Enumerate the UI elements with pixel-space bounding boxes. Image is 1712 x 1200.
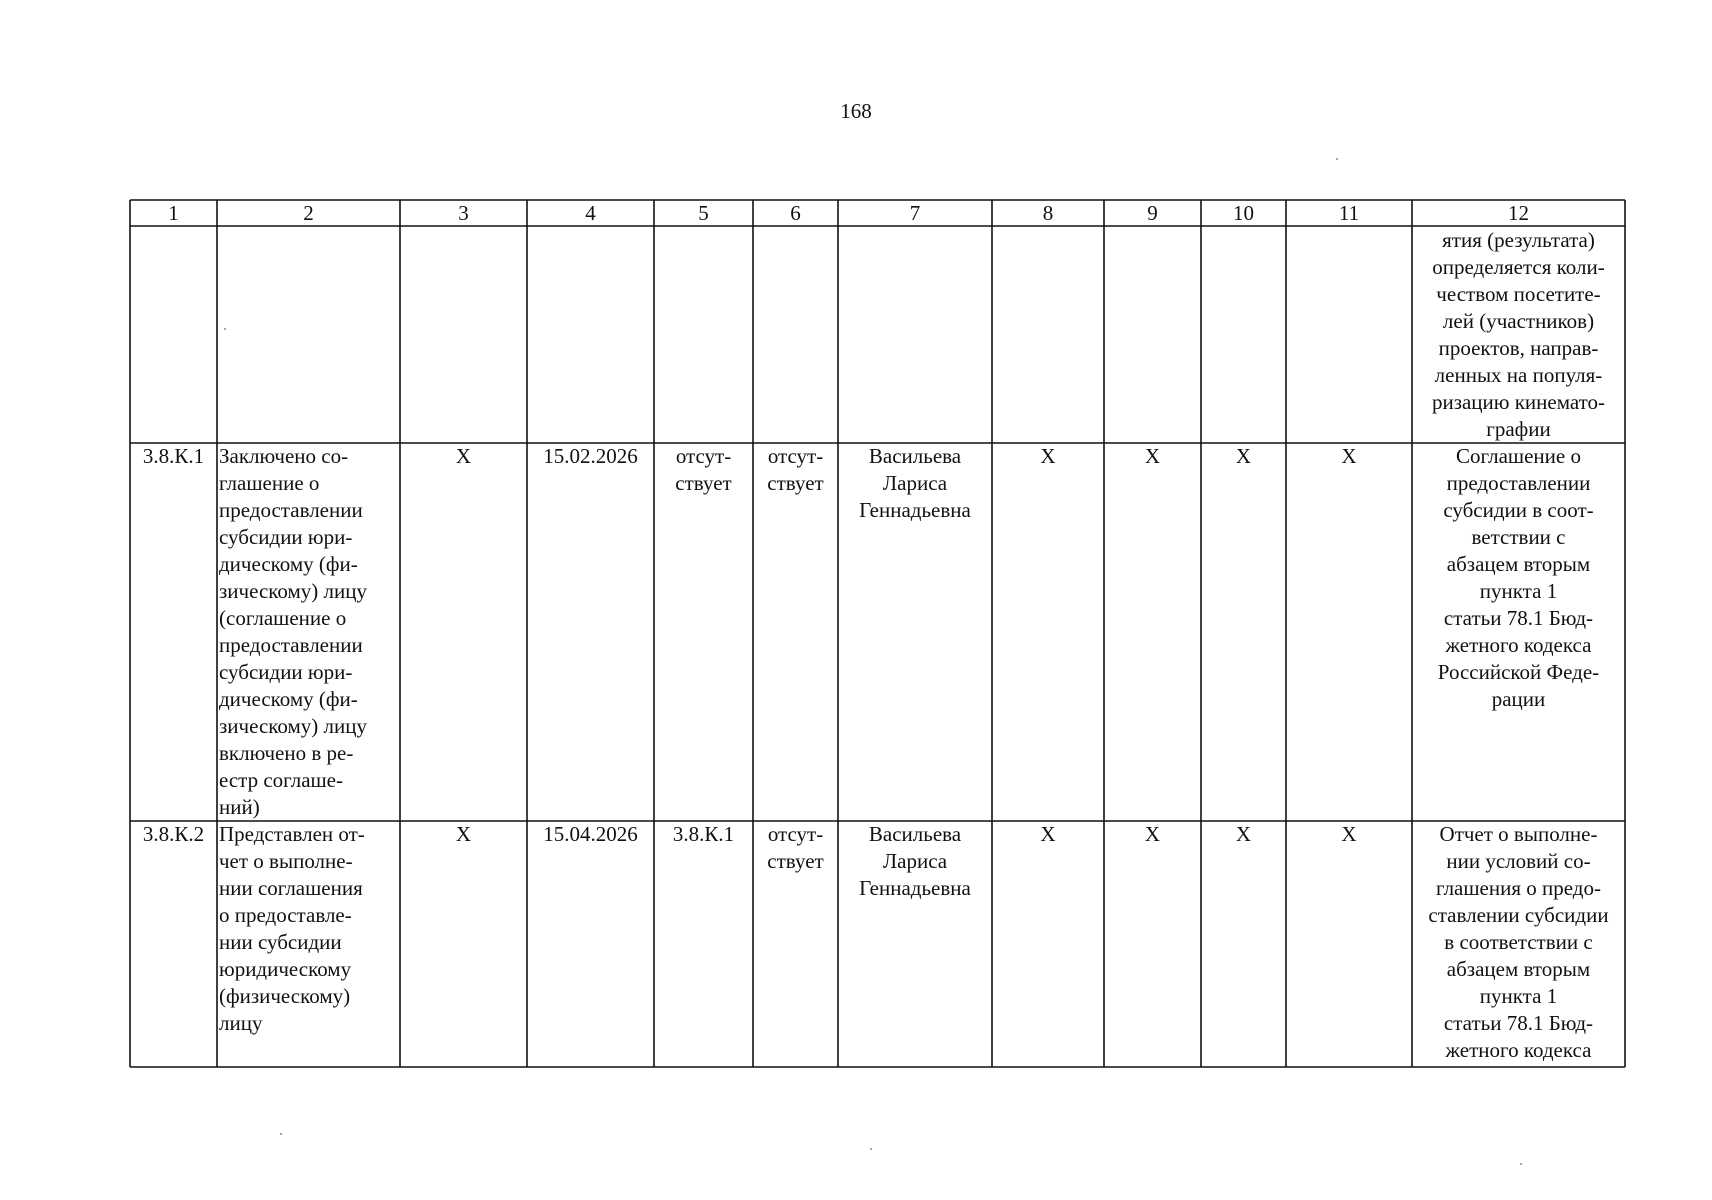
row-1-cell-col2-line: ний)	[219, 795, 260, 819]
row-1-cell-col2-line: предоставлении	[219, 633, 363, 657]
row-2-cell-col2-line: чет о выполне-	[219, 849, 353, 873]
row-1-cell-col2-line: субсидии юри-	[219, 660, 353, 684]
row-2-cell-col5	[656, 821, 751, 1067]
column-header-3: 3	[458, 201, 469, 225]
row-2-cell-col12-line: в соответствии с	[1444, 930, 1593, 954]
row-1-cell-col7	[840, 443, 990, 821]
row-1-cell-col12-line: ветствии с	[1471, 525, 1566, 549]
row-1-cell-col2-line: субсидии юри-	[219, 525, 353, 549]
row-2-cell-col12-line: нии условий со-	[1446, 849, 1591, 873]
scan-speck	[280, 1133, 282, 1135]
scan-speck	[1336, 158, 1338, 160]
row-2-cell-col1: 3.8.К.2	[142, 822, 205, 846]
row-2-cell-col2-line: лицу	[219, 1011, 263, 1035]
row-1-cell-col12-line: пункта 1	[1479, 579, 1558, 603]
row-1-cell-col2-line: зическому) лицу	[219, 579, 367, 603]
row-1-cell-col8: Х	[1040, 444, 1056, 468]
row-2-cell-col2	[219, 821, 398, 1067]
scan-speck	[1520, 1163, 1522, 1165]
row-2-cell-col6-line: ствует	[767, 849, 824, 873]
row-1-cell-col12-line: абзацем вторым	[1446, 552, 1591, 576]
row-1-cell-col12-line: Российской Феде-	[1437, 660, 1600, 684]
row-2-cell-col3: Х	[455, 822, 472, 846]
continuation-cell-col12-line: ленных на популя-	[1434, 363, 1603, 387]
row-1-cell-col1: 3.8.К.1	[142, 444, 205, 468]
row-2-cell-col12-line: глашения о предо-	[1436, 876, 1601, 900]
row-1-cell-col3: Х	[455, 444, 472, 468]
column-header-7: 7	[909, 201, 921, 225]
row-1-cell-col12-line: субсидии в соот-	[1443, 498, 1594, 522]
row-1-cell-col7-line: Лариса	[882, 471, 948, 495]
row-2-cell-col2-line: юридическому	[219, 957, 352, 981]
column-header-4: 4	[585, 201, 596, 225]
row-2-cell-col12-line: Отчет о выполне-	[1439, 822, 1598, 846]
row-2-cell-col10: Х	[1235, 822, 1252, 846]
row-1-cell-col2-line: включено в ре-	[219, 741, 354, 765]
row-1-cell-col11: Х	[1341, 444, 1357, 468]
row-2-cell-col12-line: статьи 78.1 Бюд-	[1443, 1011, 1594, 1035]
row-1-cell-col2-line: естр соглаше-	[219, 768, 344, 792]
row-2-cell-col12	[1414, 821, 1623, 1067]
row-1-cell-col5	[656, 443, 751, 821]
row-1-cell-col2-line: предоставлении	[219, 498, 363, 522]
row-1-cell-col2-line: зическому) лицу	[219, 714, 367, 738]
row-1-cell-col12-line: статьи 78.1 Бюд-	[1443, 606, 1594, 630]
row-1-cell-col5-line: отсут-	[675, 444, 732, 468]
column-header-6: 6	[790, 201, 801, 225]
row-2-cell-col11: Х	[1341, 822, 1357, 846]
row-2-cell-col7	[840, 821, 990, 1067]
continuation-cell-col12-line: определяется коли-	[1432, 255, 1605, 279]
row-2-cell-col8: Х	[1040, 822, 1056, 846]
row-2-cell-col2-line: Представлен от-	[219, 822, 365, 846]
row-1-cell-col12	[1414, 443, 1623, 821]
continuation-cell-col12-line: проектов, направ-	[1438, 336, 1599, 360]
row-1-cell-col4: 15.02.2026	[543, 444, 638, 468]
row-2-cell-col9: Х	[1144, 822, 1161, 846]
row-2-cell-col7-line: Геннадьевна	[859, 876, 971, 900]
continuation-cell-col12-line: ризацию кинемато-	[1431, 390, 1606, 414]
continuation-cell-col12-line: ятия (результата)	[1442, 228, 1595, 252]
row-2-cell-col12-line: абзацем вторым	[1446, 957, 1591, 981]
row-1-cell-col2-line: глашение о	[219, 471, 320, 495]
column-header-2: 2	[303, 201, 314, 225]
row-1-cell-col7-line: Васильева	[868, 444, 962, 468]
continuation-cell-col12-line: графии	[1486, 417, 1551, 441]
row-1-cell-col9: Х	[1144, 444, 1161, 468]
row-2-cell-col12-line: жетного кодекса	[1445, 1038, 1592, 1062]
row-2-cell-col2-line: о предоставле-	[219, 903, 352, 927]
row-2-cell-col2-line: нии соглашения	[219, 876, 363, 900]
row-2-cell-col4: 15.04.2026	[543, 822, 638, 846]
row-1-cell-col6-line: ствует	[767, 471, 824, 495]
row-1-cell-col12-line: Соглашение о	[1456, 444, 1581, 468]
row-2-cell-col7-line: Лариса	[882, 849, 948, 873]
page-number: 168	[840, 99, 872, 123]
column-header-1: 1	[168, 201, 179, 225]
column-header-10: 10	[1233, 201, 1254, 225]
row-1-cell-col6-line: отсут-	[767, 444, 824, 468]
row-1-cell-col2-line: дическому (фи-	[219, 552, 358, 576]
row-2-cell-col6-line: отсут-	[767, 822, 824, 846]
continuation-cell-col12	[1414, 227, 1623, 443]
row-1-cell-col2	[219, 443, 398, 821]
continuation-cell-col12-line: чеством посетите-	[1436, 282, 1601, 306]
row-1-cell-col2-line: дическому (фи-	[219, 687, 358, 711]
row-1-cell-col12-line: жетного кодекса	[1445, 633, 1592, 657]
column-header-9: 9	[1147, 201, 1158, 225]
row-1-cell-col7-line: Геннадьевна	[859, 498, 971, 522]
column-header-8: 8	[1042, 201, 1054, 225]
continuation-cell-col12-line: лей (участников)	[1442, 309, 1595, 333]
row-1-cell-col5-line: ствует	[675, 471, 732, 495]
row-1-cell-col2-line: Заключено со-	[219, 444, 349, 468]
column-header-12: 12	[1508, 201, 1529, 225]
row-1-cell-col2-line: (соглашение о	[219, 606, 347, 630]
row-1-cell-col12-line: рации	[1491, 687, 1546, 711]
column-header-5: 5	[698, 201, 709, 225]
column-header-11: 11	[1338, 201, 1360, 225]
row-2-cell-col7-line: Васильева	[868, 822, 962, 846]
row-1-cell-col6	[755, 443, 836, 821]
row-2-cell-col5-line: 3.8.К.1	[672, 822, 735, 846]
row-2-cell-col12-line: ставлении субсидии	[1428, 903, 1609, 927]
row-2-cell-col2-line: (физическому)	[219, 984, 351, 1008]
scan-speck	[224, 328, 226, 330]
row-2-cell-col2-line: нии субсидии	[219, 930, 342, 954]
row-1-cell-col12-line: предоставлении	[1446, 471, 1591, 495]
row-2-cell-col6	[755, 821, 836, 1067]
row-1-cell-col10: Х	[1235, 444, 1252, 468]
scan-speck	[870, 1148, 872, 1150]
row-2-cell-col12-line: пункта 1	[1479, 984, 1558, 1008]
